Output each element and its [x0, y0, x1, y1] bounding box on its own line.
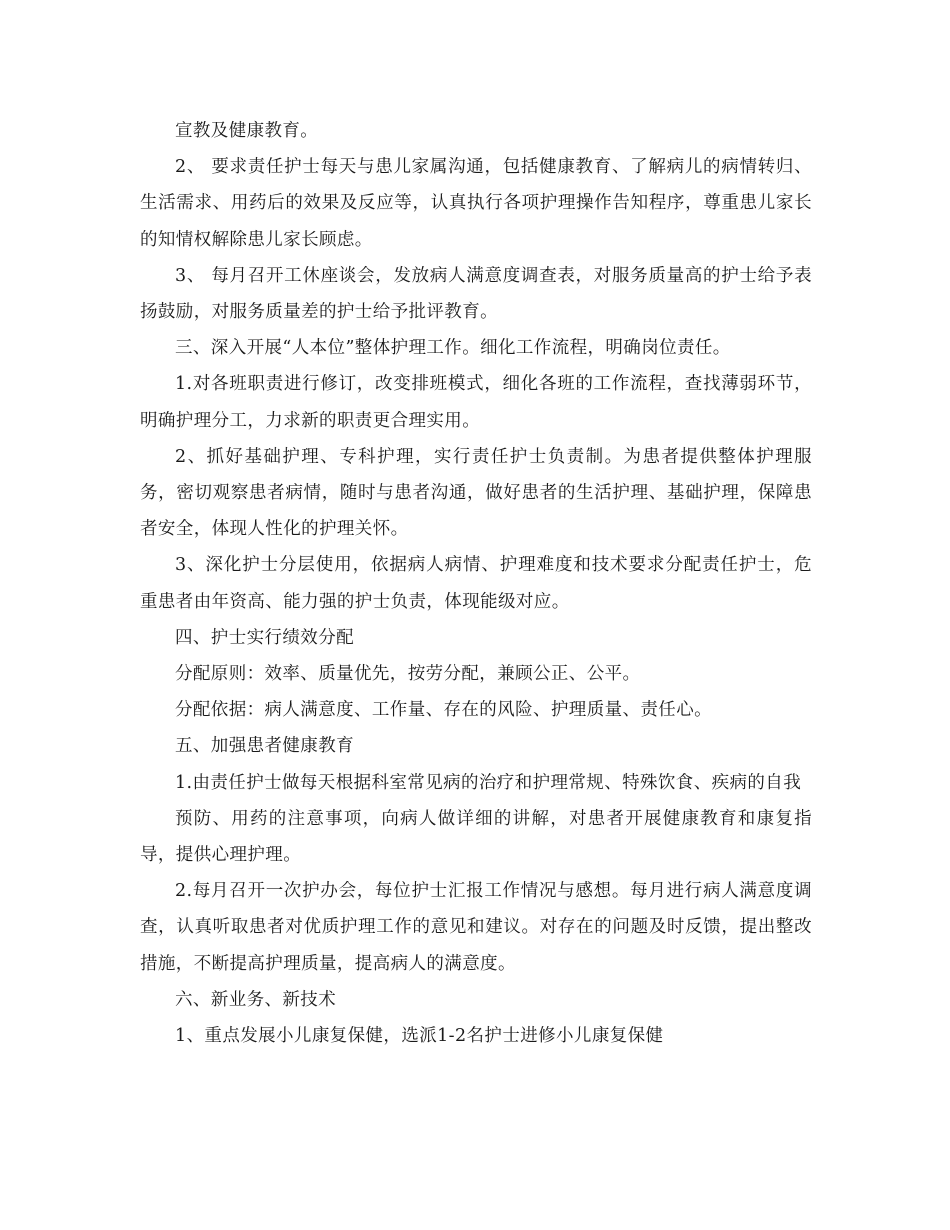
- paragraph-continuation: 宣教及健康教育。: [175, 121, 319, 141]
- paragraph-item-3: 3、 每月召开工休座谈会，发放病人满意度调查表，对服务质量高的护士给予表扬鼓励，对服务质量差的护士给予批评教育。: [140, 265, 812, 323]
- section-heading-4: 四、护士实行绩效分配: [175, 627, 354, 648]
- paragraph-section5-item-1: 1.由责任护士做每天根据科室常见病的治疗和护理常规、特殊饮食、疾病的自我: [175, 772, 802, 793]
- paragraph-distribution-principle: 分配原则：效率、质量优先，按劳分配，兼顾公正、公平。: [175, 664, 641, 685]
- paragraph-section5-item-1-cont: 预防、用药的注意事项，向病人做详细的讲解，对患者开展健康教育和康复指导，提供心理护理。: [140, 808, 812, 866]
- paragraph-section3-item-3: 3、深化护士分层使用，依据病人病情、护理难度和技术要求分配责任护士，危重患者由年资高、能力强的护士负责，体现能级对应。: [140, 555, 812, 612]
- paragraph-item-2: 2、 要求责任护士每天与患儿家属沟通，包括健康教育、了解病儿的病情转归、生活需求、用药后的效果及反应等，认真执行各项护理操作告知程序，尊重患儿家长的知情权解除患儿家长顾虑。: [140, 157, 812, 250]
- paragraph-section3-item-1: 1.对各班职责进行修订，改变排班模式，细化各班的工作流程，查找薄弱环节，明确护理分工，力求新的职责更合理实用。: [140, 374, 812, 431]
- section-heading-6: 六、新业务、新技术: [175, 989, 337, 1010]
- paragraph-distribution-basis: 分配依据：病人满意度、工作量、存在的风险、护理质量、责任心。: [175, 700, 712, 721]
- paragraph-section5-item-2: 2.每月召开一次护办会，每位护士汇报工作情况与感想。每月进行病人满意度调查，认真听取患者对优质护理工作的意见和建议。对存在的问题及时反馈，提出整改措施，不断提高护理质量，提高病人的满意度。: [140, 881, 812, 974]
- section-heading-3: 三、深入开展“人本位”整体护理工作。细化工作流程，明确岗位责任。: [175, 338, 731, 359]
- paragraph-section3-item-2: 2、抓好基础护理、专科护理，实行责任护士负责制。为患者提供整体护理服务，密切观察患者病情，随时与患者沟通，做好患者的生活护理、基础护理，保障患者安全，体现人性化的护理关怀。: [140, 446, 812, 540]
- document-body: [140, 113, 812, 1054]
- section-heading-5: 五、加强患者健康教育: [175, 736, 354, 757]
- paragraph-section6-item-1: 1、重点发展小儿康复保健，选派1-2名护士进修小儿康复保健: [175, 1026, 664, 1047]
